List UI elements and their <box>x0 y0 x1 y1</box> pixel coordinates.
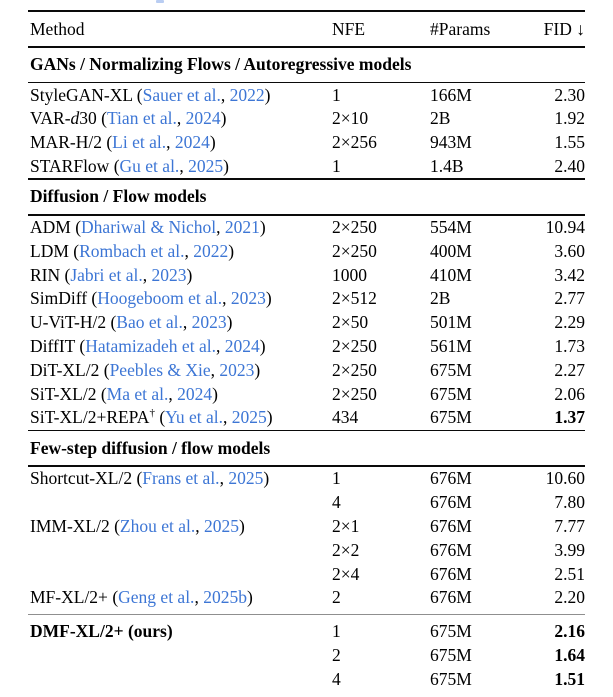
column-header-params: #Params <box>430 18 491 39</box>
method-name: RIN <box>30 264 61 285</box>
header-row <box>28 12 585 46</box>
method-cell <box>28 384 332 405</box>
params-value: 943M <box>430 132 472 153</box>
citation-link[interactable]: Bao et al. <box>116 312 183 333</box>
table-row <box>28 239 585 263</box>
citation-link[interactable]: Sauer et al. <box>142 84 221 105</box>
citation-open-paren: ( <box>70 216 82 237</box>
citation-open-paren: ( <box>101 132 113 153</box>
params-value: 675M <box>430 668 472 689</box>
params-value: 675M <box>430 621 472 642</box>
nfe-value: 2×250 <box>332 335 377 356</box>
table-row <box>28 515 585 539</box>
nfe-value: 1 <box>332 621 341 642</box>
citation-close-paren: ) <box>228 240 235 261</box>
citation-open-paren: ( <box>96 383 107 404</box>
fid-value: 7.80 <box>554 492 585 513</box>
citation-year-link[interactable]: 2024 <box>185 108 221 129</box>
citation-link[interactable]: Hoogeboom et al. <box>97 288 223 309</box>
fid-value: 3.42 <box>554 264 585 285</box>
column-header-nfe: NFE <box>332 18 366 39</box>
method-cell <box>28 312 332 333</box>
fid-value: 2.51 <box>554 563 585 584</box>
citation-link[interactable]: Peebles & Xie <box>109 359 211 380</box>
fid-value <box>535 407 585 428</box>
method-cell <box>28 132 332 153</box>
method-name: STARFlow <box>30 155 110 176</box>
citation-link[interactable]: Dhariwal & Nichol <box>81 216 217 237</box>
params-value: 676M <box>430 563 472 584</box>
nfe-value: 2×256 <box>332 132 377 153</box>
method-name: DiffIT <box>30 335 76 356</box>
citation-close-paren: ) <box>265 288 272 309</box>
citation-close-paren: ) <box>223 155 229 176</box>
params-value: 561M <box>430 335 472 356</box>
citation-year-link[interactable]: 2022 <box>229 84 265 105</box>
citation-open-paren: ( <box>154 407 166 428</box>
params-value: 675M <box>430 383 472 404</box>
nfe-value: 2×50 <box>332 312 369 333</box>
citation-close-paren: ) <box>209 132 216 153</box>
nfe-value: 2×512 <box>332 288 377 309</box>
dagger-superscript: † <box>149 407 155 420</box>
nfe-value: 2×2 <box>332 539 360 560</box>
table-row <box>28 406 585 430</box>
method-cell <box>28 360 332 381</box>
citation-open-paren: ( <box>132 468 143 489</box>
method-name: StyleGAN-XL <box>30 84 133 105</box>
citation-close-paren: ) <box>246 587 253 608</box>
fid-value-bold: 1.51 <box>554 668 585 689</box>
citation-close-paren: ) <box>212 383 218 404</box>
citation-open-paren: ( <box>106 312 117 333</box>
citation-year-link[interactable]: 2025 <box>231 407 267 428</box>
method-name: ADM <box>30 216 71 237</box>
method-cell <box>28 265 332 286</box>
citation-open-paren: ( <box>68 240 80 261</box>
method-name: MAR-H/2 <box>30 132 102 153</box>
method-name: LDM <box>30 240 69 261</box>
citation-comma: , <box>219 468 229 489</box>
citation-close-paren: ) <box>239 515 245 536</box>
params-value: 410M <box>430 264 472 285</box>
table-row <box>28 287 585 311</box>
table-row <box>28 311 585 335</box>
citation-link[interactable]: Zhou et al. <box>119 515 196 536</box>
fid-value: 2.20 <box>554 587 585 608</box>
table-row <box>28 83 585 107</box>
citation-link[interactable]: Gu et al. <box>119 155 180 176</box>
citation-close-paren: ) <box>186 264 193 285</box>
nfe-value: 2 <box>332 644 341 665</box>
method-name: IMM-XL/2 <box>30 515 110 536</box>
table-body <box>28 48 585 692</box>
table-container <box>28 10 585 691</box>
citation-link[interactable]: Tian et al. <box>106 108 177 129</box>
citation-year-link[interactable]: 2024 <box>177 383 213 404</box>
citation-close-paren: ) <box>254 359 261 380</box>
fid-value: 10.60 <box>545 468 585 489</box>
fid-value <box>535 645 585 666</box>
nfe-value: 2×250 <box>332 359 377 380</box>
citation-open-paren: ( <box>109 155 120 176</box>
table-row <box>28 155 585 179</box>
fid-value: 7.77 <box>554 515 585 536</box>
method-name: MF-XL/2+ <box>30 587 108 608</box>
params-value: 2B <box>430 108 451 129</box>
table-row <box>28 107 585 131</box>
fid-value: 1.55 <box>554 132 585 153</box>
table-row <box>28 467 585 491</box>
citation-link[interactable]: Li et al. <box>112 132 167 153</box>
method-cell <box>28 288 332 309</box>
citation-year-link[interactable]: 2025 <box>188 155 224 176</box>
citation-open-paren: ( <box>87 288 98 309</box>
citation-close-paren: ) <box>264 84 271 105</box>
method-name: SimDiff <box>30 288 88 309</box>
citation-year-link[interactable]: 2023 <box>219 359 255 380</box>
citation-link[interactable]: Geng et al. <box>118 587 195 608</box>
method-name: DiT-XL/2 <box>30 359 100 380</box>
params-value: 676M <box>430 587 472 608</box>
method-name: DMF-XL/2+ (ours) <box>30 621 173 642</box>
table-row <box>28 667 585 691</box>
citation-comma: , <box>223 407 232 428</box>
citation-year-link[interactable]: 2023 <box>191 312 227 333</box>
method-name: U-ViT-H/2 <box>30 312 107 333</box>
nfe-value: 4 <box>332 668 341 689</box>
section-header: GANs / Normalizing Flows / Autoregressive models <box>30 54 412 75</box>
table-row <box>28 216 585 240</box>
citation-link[interactable]: Ma et al. <box>106 383 169 404</box>
citation-link[interactable]: Yu et al. <box>165 407 223 428</box>
section-header: Diffusion / Flow models <box>30 186 207 207</box>
method-cell <box>28 621 332 642</box>
fid-value: 2.30 <box>554 84 585 105</box>
column-header-method: Method <box>30 18 85 39</box>
method-cell <box>28 85 332 106</box>
citation-open-paren: ( <box>107 587 119 608</box>
fid-value: 2.29 <box>554 312 585 333</box>
nfe-value: 2×10 <box>332 108 369 129</box>
citation-link[interactable]: Jabri et al. <box>70 264 143 285</box>
fid-value: 2.27 <box>554 359 585 380</box>
fid-value: 2.77 <box>554 288 585 309</box>
fid-value-bold: 1.37 <box>554 407 585 428</box>
table-row <box>28 620 585 644</box>
params-value: 400M <box>430 240 472 261</box>
citation-open-paren: ( <box>132 84 143 105</box>
nfe-value: 2×250 <box>332 383 377 404</box>
method-name: SiT-XL/2 <box>30 383 97 404</box>
citation-year-link[interactable]: 2024 <box>174 132 210 153</box>
method-name: 30 <box>79 108 97 129</box>
method-cell <box>28 217 332 238</box>
fid-value: 1.92 <box>554 108 585 129</box>
citation-comma: , <box>184 240 194 261</box>
citation-comma: , <box>179 155 189 176</box>
table-row <box>28 335 585 359</box>
citation-close-paren: ) <box>220 108 227 129</box>
params-value: 676M <box>430 539 472 560</box>
fid-value: 2.06 <box>554 383 585 404</box>
method-cell <box>28 468 332 489</box>
params-value: 675M <box>430 407 472 428</box>
table-row <box>28 562 585 586</box>
citation-year-link[interactable]: 2024 <box>224 335 260 356</box>
citation-comma: , <box>222 288 231 309</box>
fid-value <box>535 669 585 690</box>
table-row <box>28 586 585 610</box>
citation-open-paren: ( <box>99 359 110 380</box>
fid-value: 3.99 <box>554 539 585 560</box>
nfe-value: 1000 <box>332 264 367 285</box>
citation-close-paren: ) <box>266 407 273 428</box>
citation-year-link[interactable]: 2025 <box>228 468 264 489</box>
params-value: 676M <box>430 468 472 489</box>
table-row <box>28 644 585 668</box>
method-cell <box>28 241 332 262</box>
table-row <box>28 358 585 382</box>
nfe-value: 2×4 <box>332 563 360 584</box>
table-row <box>28 131 585 155</box>
citation-open-paren: ( <box>96 108 107 129</box>
nfe-value: 4 <box>332 492 341 513</box>
fid-value: 10.94 <box>545 216 585 237</box>
params-value: 1.4B <box>430 155 464 176</box>
group-divider-rule <box>28 614 585 615</box>
table-row <box>28 382 585 406</box>
method-cell <box>28 516 332 537</box>
fid-value: 3.60 <box>554 240 585 261</box>
fid-value-bold: 2.16 <box>554 621 585 642</box>
citation-year-link[interactable]: 2025 <box>204 515 239 536</box>
table-row <box>28 491 585 515</box>
table-row <box>28 263 585 287</box>
citation-open-paren: ( <box>75 335 86 356</box>
citation-comma: , <box>210 359 220 380</box>
nfe-value: 1 <box>332 468 341 489</box>
fid-value <box>535 621 585 642</box>
method-cell <box>28 336 332 357</box>
params-value: 676M <box>430 515 472 536</box>
citation-year-link[interactable]: 2023 <box>151 264 187 285</box>
params-value: 554M <box>430 216 472 237</box>
citation-close-paren: ) <box>226 312 233 333</box>
method-name: VAR- <box>30 108 71 129</box>
column-header-fid: FID ↓ <box>543 18 585 39</box>
citation-comma: , <box>215 335 225 356</box>
citation-open-paren: ( <box>60 264 71 285</box>
cropped-text-artifact <box>156 0 164 3</box>
method-cell <box>28 587 332 608</box>
params-value: 166M <box>430 84 472 105</box>
nfe-value: 2×250 <box>332 240 377 261</box>
nfe-value: 434 <box>332 407 359 428</box>
params-value: 675M <box>430 644 472 665</box>
params-value: 676M <box>430 492 472 513</box>
citation-comma: , <box>166 132 175 153</box>
method-cell <box>28 156 332 177</box>
citation-close-paren: ) <box>259 216 266 237</box>
fid-value: 1.73 <box>554 335 585 356</box>
citation-comma: , <box>168 383 178 404</box>
nfe-value: 2×1 <box>332 515 360 536</box>
citation-close-paren: ) <box>259 335 266 356</box>
citation-comma: , <box>142 264 152 285</box>
method-name: d <box>70 108 80 129</box>
method-name: SiT-XL/2+REPA <box>30 407 150 428</box>
citation-comma: , <box>220 84 230 105</box>
citation-link[interactable]: Rombach et al. <box>79 240 185 261</box>
method-cell <box>28 108 332 129</box>
citation-link[interactable]: Hatamizadeh et al. <box>85 335 216 356</box>
nfe-value: 1 <box>332 84 341 105</box>
citation-comma: , <box>195 515 204 536</box>
nfe-value: 2×250 <box>332 216 377 237</box>
nfe-value: 1 <box>332 155 341 176</box>
citation-comma: , <box>182 312 192 333</box>
table-row <box>28 538 585 562</box>
citation-close-paren: ) <box>263 468 270 489</box>
fid-value: 2.40 <box>554 155 585 176</box>
citation-year-link[interactable]: 2022 <box>193 240 229 261</box>
params-value: 501M <box>430 312 472 333</box>
citation-comma: , <box>176 108 186 129</box>
fid-value-bold: 1.64 <box>554 644 585 665</box>
method-cell <box>28 407 332 428</box>
section-header: Few-step diffusion / flow models <box>30 437 271 458</box>
citation-link[interactable]: Frans et al. <box>142 468 220 489</box>
citation-comma: , <box>216 216 225 237</box>
citation-comma: , <box>194 587 204 608</box>
citation-open-paren: ( <box>109 515 120 536</box>
method-name: Shortcut-XL/2 <box>30 468 133 489</box>
nfe-value: 2 <box>332 587 341 608</box>
citation-year-link[interactable]: 2023 <box>230 288 266 309</box>
citation-year-link[interactable]: 2021 <box>224 216 260 237</box>
citation-year-link[interactable]: 2025b <box>203 587 247 608</box>
params-value: 675M <box>430 359 472 380</box>
params-value: 2B <box>430 288 451 309</box>
